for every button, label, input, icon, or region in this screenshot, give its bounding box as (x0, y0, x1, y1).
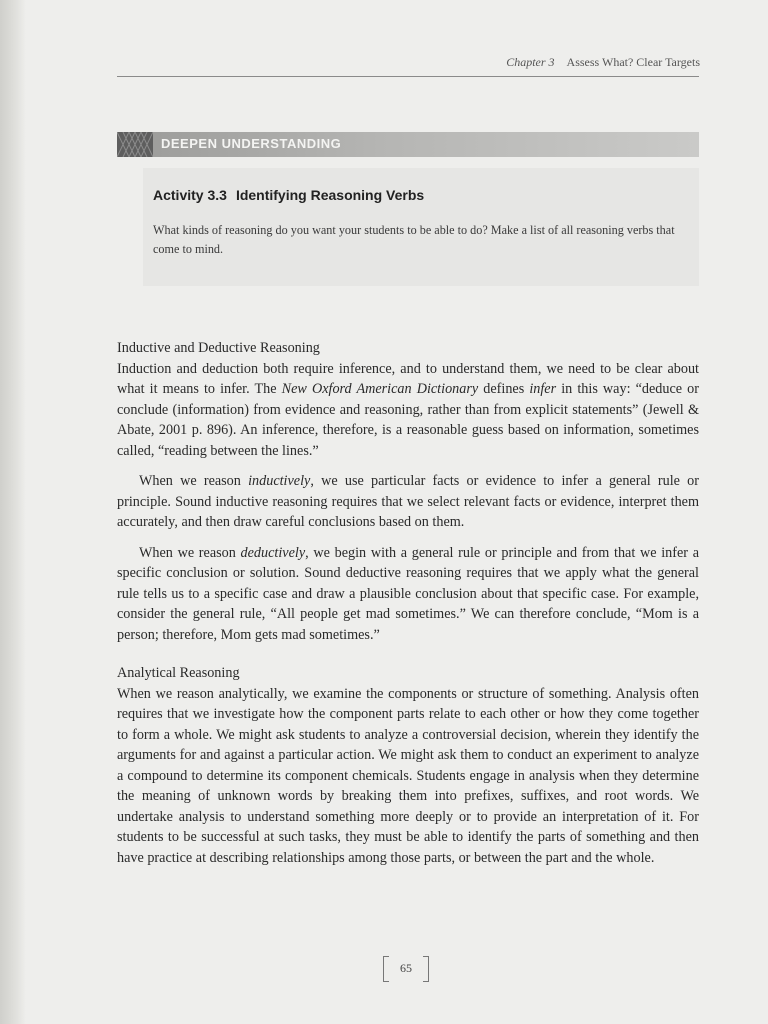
deductive-text-2: , we begin with a general rule or principle and from that we infer a specific conclusion or solution. Sound deductive reasoning requires that we apply what the general rule tells us to a specific case and draw a plausible conclusion about that specific case. For example, consider the general rule, “All people get mad sometimes.” We can therefore conclude, “Mom is a person; therefore, Mom gets mad sometimes.” (117, 544, 699, 643)
activity-number: Activity 3.3 (153, 187, 227, 203)
banner-label: DEEPEN UNDERSTANDING (161, 136, 342, 151)
activity-prompt: What kinds of reasoning do you want your students to be able to do? Make a list of all reasoning verbs that come to mind. (153, 223, 675, 256)
inductive-paragraph (117, 471, 699, 533)
running-header (0, 55, 700, 70)
dictionary-title: New Oxford American Dictionary (281, 381, 479, 397)
page-number (383, 956, 429, 980)
body-text (117, 338, 699, 868)
chapter-label: Chapter 3 (506, 55, 555, 69)
activity-title (153, 187, 424, 203)
pattern-icon (117, 132, 153, 157)
deductive-text-1: When we reason (139, 544, 241, 561)
inference-text-3: in this way: “deduce or conclude (information) from evidence and reasoning, rather than from explicit statements” (Jewell & Abate, 2001 p. 896). An inference, therefore, is a reasonable guess based on information, sometimes called, “reading between the lines.” (117, 381, 699, 459)
inductive-text-1: When we reason (139, 473, 249, 489)
deepen-understanding-banner (117, 132, 699, 157)
analytical-heading: Analytical Reasoning (117, 665, 240, 681)
page-number-right-bracket (423, 956, 429, 982)
infer-term: infer (529, 381, 557, 397)
page-number-left-bracket (383, 956, 389, 982)
header-rule (117, 76, 699, 77)
chapter-title: Assess What? Clear Targets (566, 55, 700, 69)
inductively-term: inductively (248, 473, 311, 489)
inductive-deductive-heading: Inductive and Deductive Reasoning (117, 340, 320, 356)
page-number-value: 65 (400, 961, 412, 975)
analytical-paragraph: When we reason analytically, we examine the components or structure of something. Analysis often requires that we investigate how the component parts relate to each other or how they come together to form a whole. We might ask students to analyze a controversial decision, wherein they identify the arguments for and against a particular action. We might ask them to conduct an experiment to analyze a compound to determine its component chemicals. Students engage in analysis when they determine the meaning of unknown words by breaking them into prefixes, suffixes, and root words. We undertake analysis to understand something more deeply or to provide an interpretation of it. For students to be successful at such tasks, they must be able to identify the parts of something and then have practice at describing relationships among those parts, or between the part and the whole. (117, 685, 699, 866)
inference-text-1: Induction and deduction both require inference, and to understand them, we need to be clear about what it means to infer. The (117, 360, 699, 397)
deductively-term: deductively (240, 544, 306, 561)
deductive-paragraph (117, 543, 699, 646)
inductive-text-2: , we use particular facts or evidence to infer a general rule or principle. Sound inductive reasoning requires that we select relevant facts or evidence, interpret them accurately, and then draw careful conclusions based on them. (117, 473, 699, 530)
page-binding-edge (0, 0, 26, 1024)
activity-name: Identifying Reasoning Verbs (235, 187, 425, 203)
inference-text-2: defines (478, 381, 530, 397)
inference-paragraph (117, 359, 699, 462)
